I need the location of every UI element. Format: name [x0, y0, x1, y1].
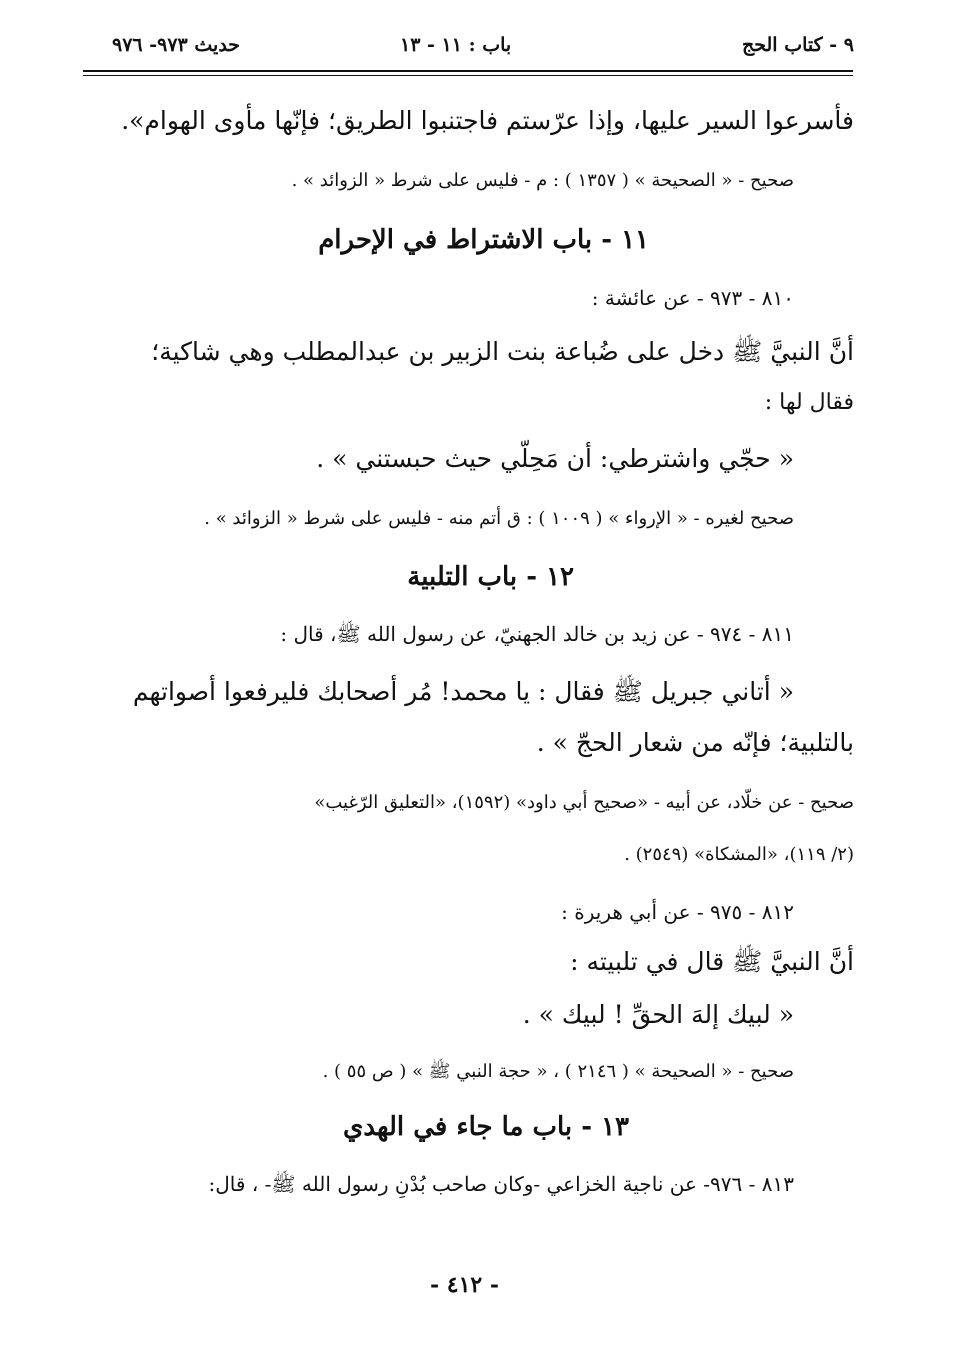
header-section: باب : ١١ - ١٣ [400, 34, 512, 56]
hadith-number: ٨١٢ - ٩٧٥ - عن أبي هريرة : [561, 900, 794, 924]
hadith-number: ٨١١ - ٩٧٤ - عن زيد بن خالد الجهنيّ، عن رسول الله ﷺ، قال : [280, 622, 794, 646]
source-note: صحيح - « الصحيحة » ( ١٣٥٧ ) : م - فليس على شرط « الزوائد » . [291, 170, 794, 191]
hadith-number: ٨١٠ - ٩٧٣ - عن عائشة : [591, 286, 794, 310]
text-line: فأسرعوا السير عليها، وإذا عرّستم فاجتنبوا الطريق؛ فإنّها مأوى الهوام». [121, 106, 854, 135]
header-hadith-range: حديث ٩٧٣- ٩٧٦ [112, 34, 241, 56]
text-line: فقال لها : [764, 390, 854, 415]
header-rule-thin [83, 75, 853, 76]
text-line: « لبيك إلهَ الحقِّ ! لبيك » . [522, 1000, 794, 1029]
section-title: ١١ - باب الاشتراط في الإحرام [318, 225, 649, 255]
source-note: صحيح - عن خلّاد، عن أبيه - «صحيح أبي داود» (١٥٩٢)، «التعليق الرّغيب» [314, 792, 854, 813]
section-title: ١٢ - باب التلبية [407, 562, 574, 592]
header-chapter: ٩ - كتاب الحج [741, 34, 854, 56]
hadith-number: ٨١٣ - ٩٧٦- عن ناجية الخزاعي -وكان صاحب بُدْنِ رسول الله ﷺ- ، قال: [208, 1172, 794, 1196]
text-line: « حجّي واشترطي: أن مَحِلّي حيث حبستني » . [316, 444, 794, 473]
source-note: (٢/ ١١٩)، «المشكاة» (٢٥٤٩) . [624, 844, 854, 865]
page-number: - ٤١٢ - [430, 1272, 500, 1298]
section-title: ١٣ - باب ما جاء في الهدي [343, 1112, 629, 1142]
text-line: بالتلبية؛ فإنّه من شعار الحجّ » . [536, 728, 854, 757]
text-line: أنَّ النبيَّ ﷺ دخل على ضُباعة بنت الزبير بن عبدالمطلب وهي شاكية؛ [151, 337, 854, 366]
header-rule-thick [83, 70, 853, 72]
text-line: أنَّ النبيَّ ﷺ قال في تلبيته : [570, 947, 854, 976]
source-note: صحيح - « الصحيحة » ( ٢١٤٦ ) ، « حجة النبي ﷺ » ( ص ٥٥ ) . [322, 1061, 794, 1082]
source-note: صحيح لغيره - « الإرواء » ( ١٠٠٩ ) : ق أتم منه - فليس على شرط « الزوائد » . [204, 508, 794, 529]
text-line: « أتاني جبريل ﷺ فقال : يا محمد! مُر أصحابك فليرفعوا أصواتهم [132, 677, 794, 706]
